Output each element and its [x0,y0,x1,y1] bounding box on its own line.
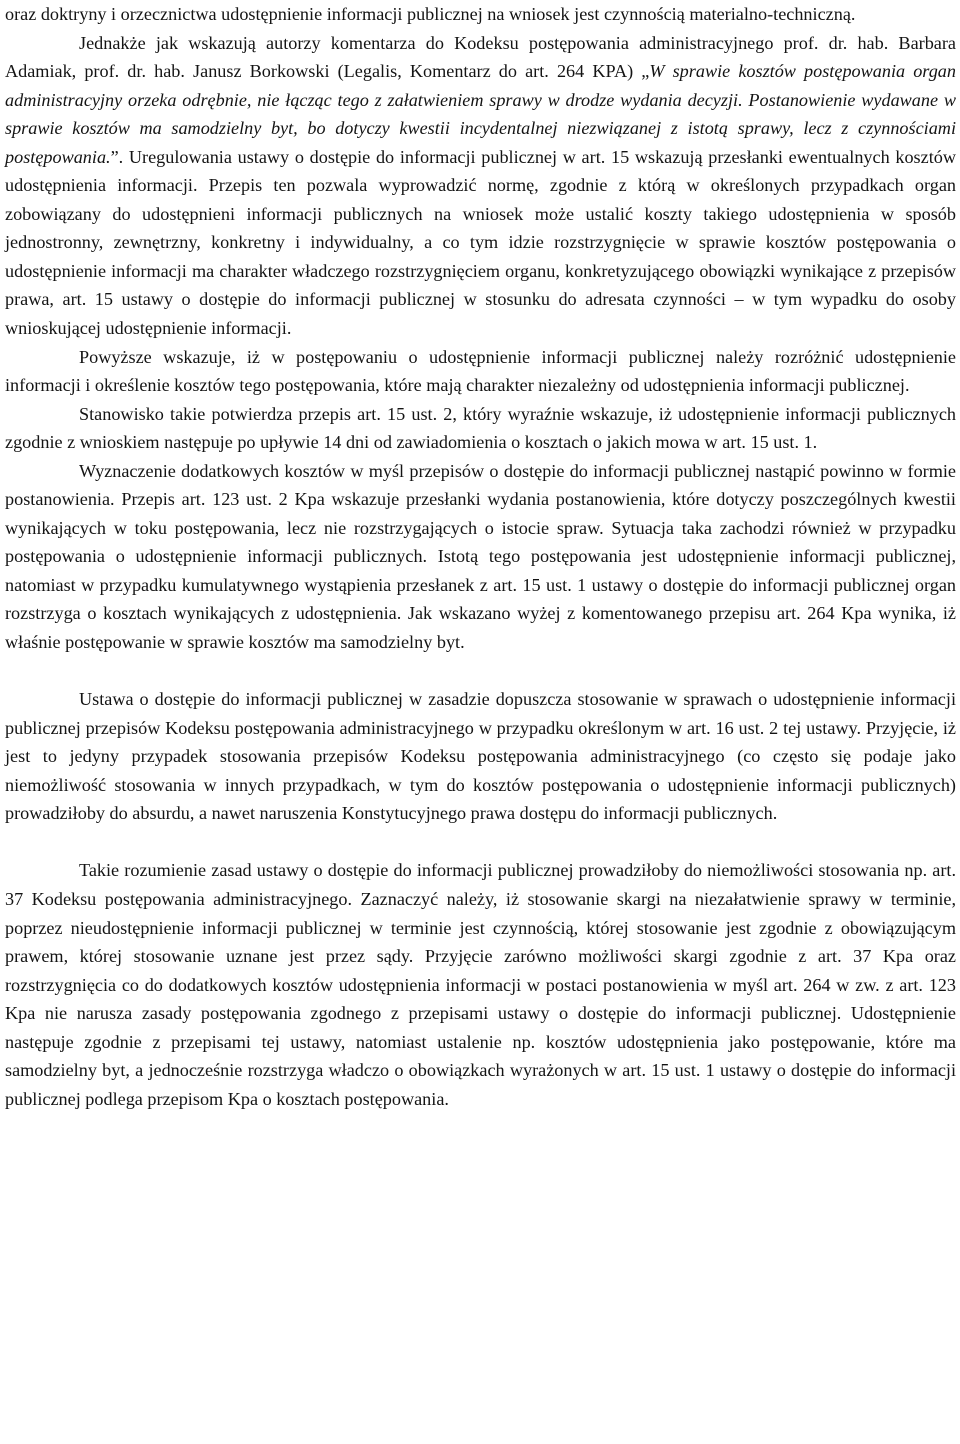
paragraph-spacer [5,828,956,857]
body-paragraph [5,400,956,457]
paragraph-text: Takie rozumienie zasad ustawy o dostępie do informacji publicznej prowadziłoby do niemożliwości stosowania np. art. 37 Kodeksu postępowania administracyjnego. Zaznaczyć należy, iż stosowanie skargi na niezałatwienie sprawy w terminie, poprzez nieudostępnienie informacji publicznej w terminie jest czynnością, której stosowanie jest zgodnie z obowiązującym prawem, której stosowanie uznane jest przez sądy. Przyjęcie zarówno możliwości skargi zgodnie z art. 37 Kpa oraz rozstrzygnięcia co do dodatkowych kosztów udostępnienia informacji w postaci postanowienia w myśl art. 264 w zw. z art. 123 Kpa nie narusza zasady postępowania zgodnego z przepisami ustawy o dostępie do informacji publicznej. Udostępnienie następuje zgodnie z przepisami tej ustawy, natomiast ustalenie np. kosztów udostępnienia jako postępowanie, które ma samodzielny byt, a jednocześnie rozstrzyga władczo o obowiązkach wyrażonych w art. 15 ust. 1 ustawy o dostępie do informacji publicznej podlega przepisom Kpa o kosztach postępowania. [5,860,956,1109]
paragraph-text: oraz doktryny i orzecznictwa udostępnienie informacji publicznej na wniosek jest czynnością materialno-techniczną. [5,4,856,24]
body-paragraph [5,856,956,1113]
paragraph-text: ”. Uregulowania ustawy o dostępie do informacji publicznej w art. 15 wskazują przesłanki ewentualnych kosztów udostępnienia informacji. Przepis ten pozwala wyprowadzić normę, zgodnie z którą w określonych przypadkach organ zobowiązany do udostępnieni informacji publicznych na wniosek może ustalić koszty takiego udostępnienia w sposób jednostronny, zewnętrzny, konkretny i indywidualny, a co tym idzie rozstrzygnięcie w sprawie kosztów postępowania o udostępnienie informacji ma charakter władczego rozstrzygnięciem organu, konkretyzującego obowiązki wynikające z przepisów prawa, art. 15 ustawy o dostępie do informacji publicznej w stosunku do adresata czynności – w tym wypadku do osoby wnioskującej udostępnienie informacji. [5,146,956,339]
paragraph-text: Ustawa o dostępie do informacji publicznej w zasadzie dopuszcza stosowanie w sprawach o udostępnienie informacji publicznej przepisów Kodeksu postępowania administracyjnego w przypadku określonym w art. 16 ust. 2 tej ustawy. Przyjęcie, iż jest to jedyny przypadek stosowania przepisów Kodeksu postępowania administracyjnego (co często się podaje jako niemożliwość stosowania w innych przypadkach, w tym do kosztów postępowania o udostępnienie informacji publicznych) prowadziłoby do absurdu, a nawet naruszenia Konstytucyjnego prawa dostępu do informacji publicznych. [5,689,956,824]
body-paragraph [5,457,956,657]
quoted-commentary-text: W sprawie kosztów postępowania organ administracyjny orzeka odrębnie, nie łącząc tego z załatwieniem sprawy w drodze wydania decyzji. Postanowienie wydawane w sprawie kosztów ma samodzielny byt, bo dotyczy kwestii incydentalnej niezwiązanej z istotą sprawy, lecz z czynnościami postępowania. [5,61,956,167]
body-paragraph [5,29,956,343]
body-paragraph [5,0,956,29]
paragraph-text: Jednakże jak wskazują autorzy komentarza do Kodeksu postępowania administracyjnego prof. dr. hab. Barbara Adamiak, prof. dr. hab. Janusz Borkowski (Legalis, Komentarz do art. 264 KPA) „ [5,32,956,82]
paragraph-spacer [5,657,956,686]
body-paragraph [5,343,956,400]
paragraph-text: Wyznaczenie dodatkowych kosztów w myśl przepisów o dostępie do informacji publicznej nastąpić powinno w formie postanowienia. Przepis art. 123 ust. 2 Kpa wskazuje przesłanki wydania postanowienia, które dotyczy poszczególnych kwestii wynikających w toku postępowania, lecz nie rozstrzygających o istocie spraw. Sytuacja taka zachodzi również w przypadku postępowania o udostępnienie informacji publicznych. Istotą tego postępowania jest udostępnienie informacji publicznej, natomiast w przypadku kumulatywnego wystąpienia przesłanek z art. 15 ust. 1 ustawy o dostępie do informacji publicznej organ rozstrzyga o kosztach wynikających z udostępnienia. Jak wskazano wyżej z komentowanego przepisu art. 264 Kpa wynika, iż właśnie postępowanie w sprawie kosztów ma samodzielny byt. [5,460,956,653]
document-body [5,0,956,1113]
paragraph-text: Stanowisko takie potwierdza przepis art. 15 ust. 2, który wyraźnie wskazuje, iż udostępnienie informacji publicznych zgodnie z wnioskiem następuje po upływie 14 dni od zawiadomienia o kosztach o jakich mowa w art. 15 ust. 1. [5,403,956,453]
body-paragraph [5,685,956,828]
paragraph-text: Powyższe wskazuje, iż w postępowaniu o udostępnienie informacji publicznej należy rozróżnić udostępnienie informacji i określenie kosztów tego postępowania, które mają charakter niezależny od udostępnienia informacji publicznej. [5,346,956,396]
